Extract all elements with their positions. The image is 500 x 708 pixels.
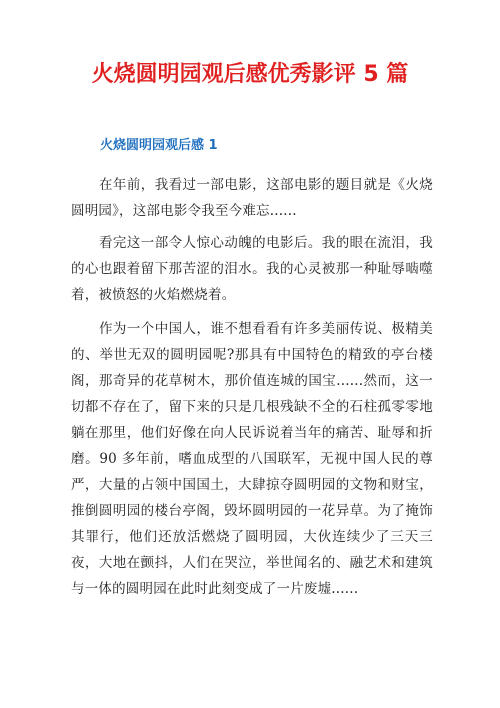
paragraph-1: 在年前，我看过一部电影，这部电影的题目就是《火烧圆明园》，这部电影令我至今难忘...... (71, 177, 433, 219)
paragraph-3: 作为一个中国人，谁不想看看有许多美丽传说、极精美的、举世无双的圆明园呢?那具有中国特色的精致的亭台楼阁，那奇异的花草树木，那价值连城的国宝......然而，这一切都不存在了，留下来的只是几根残缺不全的石柱孤零零地躺在那里，他们好像在向人民诉说着当年的痛苦、耻辱和折磨。90 多年前，嗜血成型的八国联军，无视中国人民的尊严，大量的占领中国国土，大肆掠夺圆明园的文物和财宝，推倒圆明园的楼台亭阁，毁坏圆明园的一花异草。为了掩饰其罪行，他们还放活燃烧了圆明园，大伙连续少了三天三夜，大地在颤抖，人们在哭泣，举世闻名的、融艺术和建筑与一体的圆明园在此时此刻变成了一片废墟...... (71, 321, 433, 597)
paragraph-2: 看完这一部令人惊心动魄的电影后。我的眼在流泪，我的心也跟着留下那苦涩的泪水。我的心灵被那一种耻辱啮噬着，被愤怒的火焰燃烧着。 (71, 235, 433, 303)
section-heading: 火烧圆明园观后感 1 (100, 138, 218, 153)
document-title: 火烧圆明园观后感优秀影评 5 篇 (91, 62, 409, 87)
